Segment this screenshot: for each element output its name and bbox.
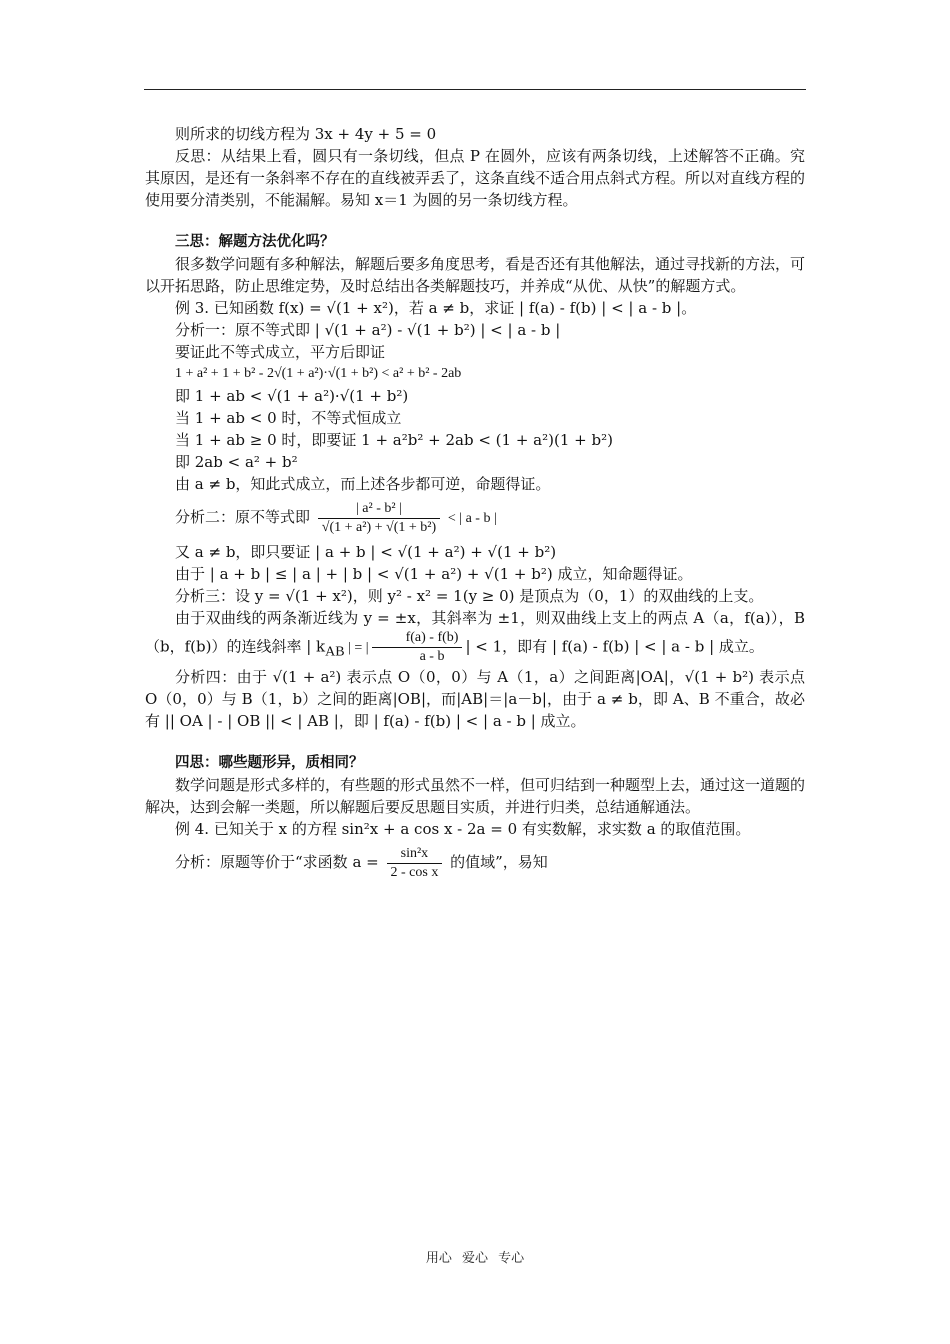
analysis-3-line-2 [145,607,805,666]
range-numerator: sin²x [387,845,443,864]
slope-subscript: AB [325,644,345,660]
section-4-intro: 数学问题是形式多样的，有些题的形式虽然不一样，但可归结到一种题型上去，通过这一道题的解决，达到会解一类题，所以解题后要反思题目实质，并进行归类，总结通解通法。 [145,776,806,816]
analysis-3-mid: | = | [344,640,369,656]
analysis-1-title: 分析一：原不等式即 | √(1 + a²) - √(1 + b²) | < | a - b | [175,321,561,339]
slope-fraction [372,629,463,666]
analysis-2-prefix: 分析二：原不等式即 [175,508,311,526]
analysis-1-line-7: 由 a ≠ b，知此式成立，而上述各步都可逆，命题得证。 [175,475,551,493]
header-rule [144,89,806,90]
analysis-3-line-1: 分析三：设 y = √(1 + x²)，则 y² - x² = 1(y ≥ 0) 是顶点为（0，1）的双曲线的上支。 [175,587,764,605]
section-4-heading: 四思：哪些题形异，质相同？ [175,755,364,771]
example-4: 例 4. 已知关于 x 的方程 sin²x + a cos x - 2a = 0 有实数解，求实数 a 的取值范围。 [175,820,751,838]
page-footer: 用心 爱心 专心 [425,1251,525,1266]
range-denominator: 2 - cos x [390,864,439,880]
analysis-2-denominator: √(1 + a²) + √(1 + b²) [321,519,437,535]
analysis-1-line-5: 当 1 + ab ≥ 0 时，即要证 1 + a²b² + 2ab < (1 + a²)(1 + b²) [175,431,613,449]
analysis-2-line-2: 又 a ≠ b，即只要证 | a + b | < √(1 + a²) + √(1 + b²) [175,543,557,561]
analysis-4: 分析四：由于 √(1 + a²) 表示点 O（0，0）与 A（1，a）之间距离|OA|，√(1 + b²) 表示点 O（0，0）与 B（1，b）之间的距离|OB|，而|AB|＝|a－b|，由于 a ≠ b，即 A、B 不重合，故必有 || OA | - | OB || < | AB |，即 | f(a) - f(b) | < | a - b | 成立。 [145,668,805,730]
section-3-heading: 三思：解题方法优化吗？ [175,234,335,250]
example-4-analysis [145,840,805,884]
analysis-2-title [145,495,805,541]
section-3-intro: 很多数学问题有多种解法，解题后要多角度思考，看是否还有其他解法，通过寻找新的方法，可以开拓思路，防止思维定势，及时总结出各类解题技巧，并养成“从优、从快”的解题方式。 [145,255,806,295]
analysis-3-text: 由于双曲线的两条渐近线为 y = ±x，其斜率为 ±1，则双曲线上支上的两点 A（a，f(a)），B（b，f(b)）的连线斜率 | k [145,609,805,656]
example-4-analysis-suffix: 的值域”，易知 [450,853,548,871]
analysis-1-line-1: 要证此不等式成立，平方后即证 [175,343,386,361]
example-4-analysis-prefix: 分析：原题等价于“求函数 a = [175,853,379,871]
reflection-paragraph: 反思：从结果上看，圆只有一条切线，但点 P 在圆外，应该有两条切线，上述解答不正确。究其原因，是还有一条斜率不存在的直线被弄丢了，这条直线不适合用点斜式方程。所以对直线方程的使用要分清类别，不能漏解。易知 x＝1 为圆的另一条切线方程。 [145,147,806,209]
slope-numerator: f(a) - f(b) [372,629,463,648]
analysis-1-line-3: 即 1 + ab < √(1 + a²)·√(1 + b²) [175,387,409,405]
analysis-1-line-6: 即 2ab < a² + b² [175,453,298,471]
analysis-2-fraction [318,500,440,537]
analysis-2-suffix: < | a - b | [447,511,497,526]
analysis-1-line-4: 当 1 + ab < 0 时，不等式恒成立 [175,409,402,427]
analysis-2-numerator: | a² - b² | [318,500,440,519]
page-body [145,123,805,884]
analysis-1-line-2: 1 + a² + 1 + b² - 2√(1 + a²)·√(1 + b²) < a² + b² - 2ab [175,366,462,381]
tangent-conclusion: 则所求的切线方程为 3x + 4y + 5 = 0 [175,125,437,143]
range-fraction [387,845,443,882]
example-3: 例 3. 已知函数 f(x) = √(1 + x²)，若 a ≠ b，求证 | f(a) - f(b) | < | a - b |。 [175,299,697,317]
analysis-3-suffix: | < 1，即有 | f(a) - f(b) | < | a - b | 成立。 [465,637,764,656]
slope-denominator: a - b [419,649,445,664]
analysis-2-line-3: 由于 | a + b | ≤ | a | + | b | < √(1 + a²) + √(1 + b²) 成立，知命题得证。 [175,565,693,583]
